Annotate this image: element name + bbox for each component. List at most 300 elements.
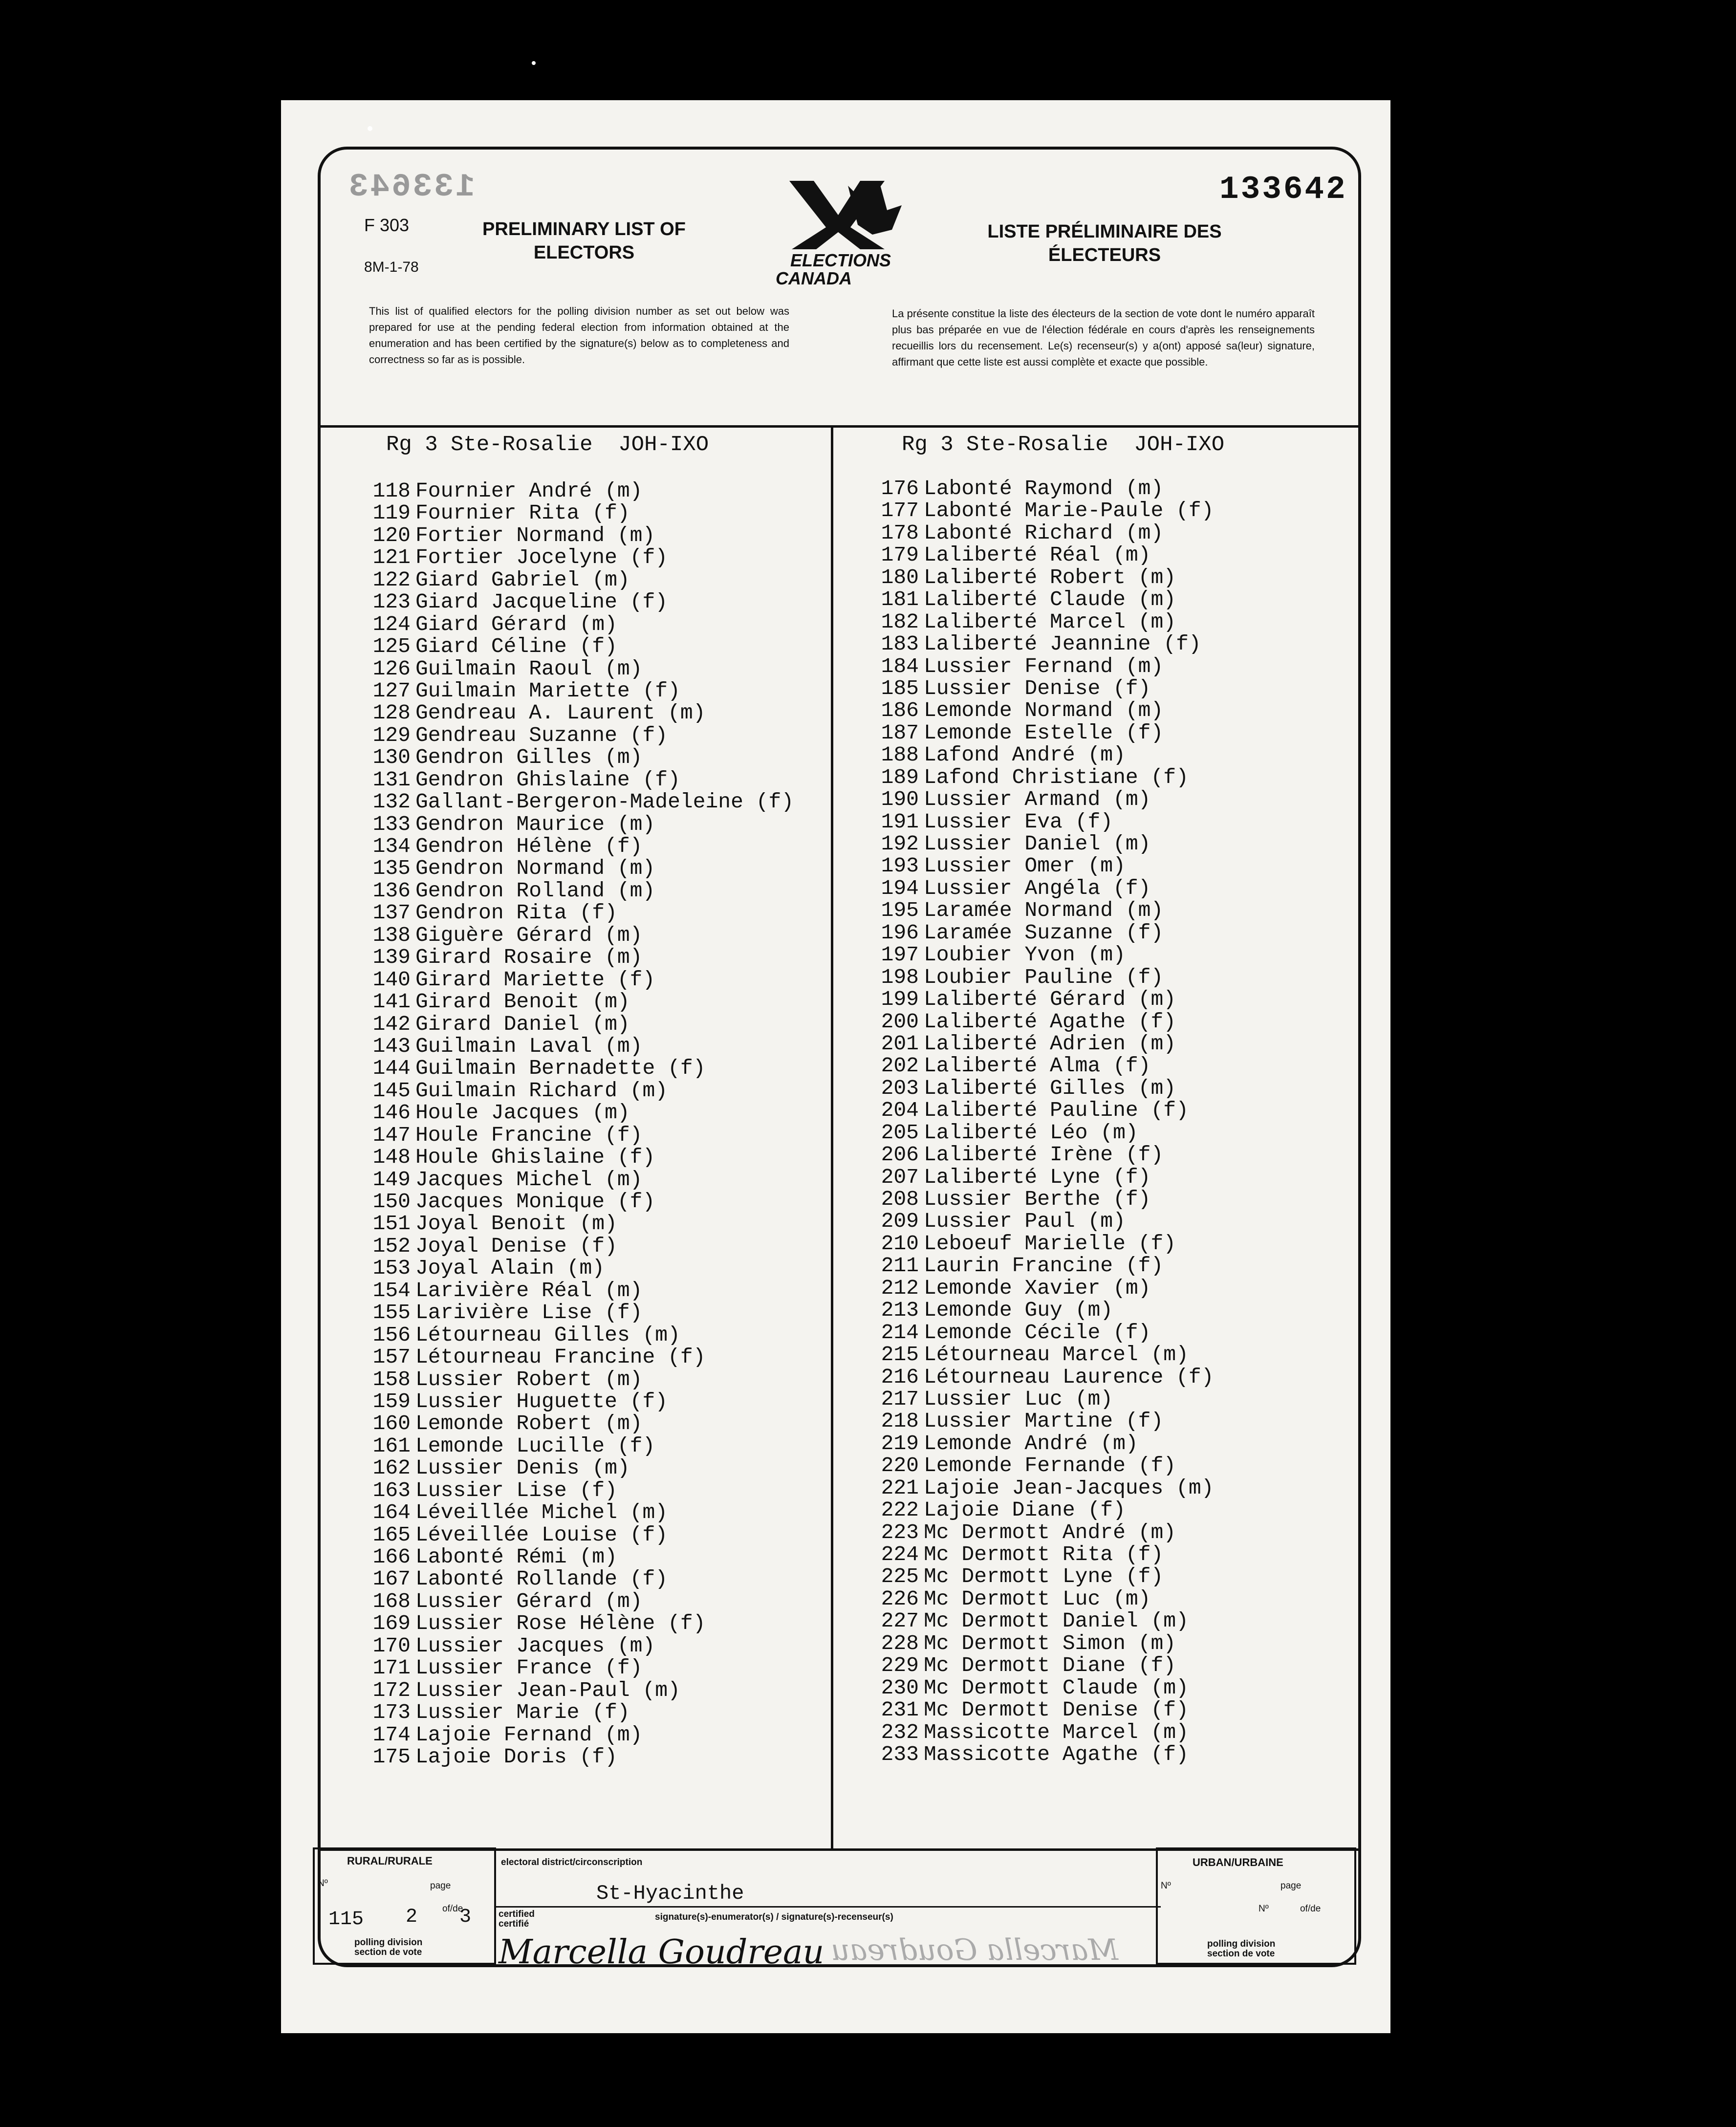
elector-number: 184 xyxy=(881,654,919,678)
elector-name: Laliberté Irène (f) xyxy=(924,1143,1164,1167)
elector-number: 231 xyxy=(881,1698,919,1722)
elector-number: 159 xyxy=(372,1389,411,1413)
elector-name: Lussier Rose Hélène (f) xyxy=(415,1611,706,1636)
elector-name: Lemonde Lucille (f) xyxy=(415,1433,655,1458)
elector-row xyxy=(872,1588,1356,1610)
elector-name: Lussier Daniel (m) xyxy=(924,832,1151,856)
elector-number: 126 xyxy=(372,656,411,681)
elector-number: 196 xyxy=(881,920,919,945)
elector-row xyxy=(364,613,848,635)
elector-number: 134 xyxy=(372,834,411,858)
elector-row xyxy=(364,1080,848,1102)
elector-name: Létourneau Laurence (f) xyxy=(924,1365,1214,1389)
serial-number: 133642 xyxy=(1219,171,1347,208)
elector-number: 141 xyxy=(372,990,411,1014)
urban-no-label: Nº xyxy=(1161,1881,1171,1891)
elector-number: 219 xyxy=(881,1431,919,1455)
elector-number: 142 xyxy=(372,1012,411,1036)
elector-number: 198 xyxy=(881,965,919,989)
elector-name: Lussier Omer (m) xyxy=(924,854,1126,878)
elector-name: Leboeuf Marielle (f) xyxy=(924,1231,1176,1256)
elector-row xyxy=(364,902,848,924)
elector-number: 173 xyxy=(372,1700,411,1725)
elector-number: 165 xyxy=(372,1522,411,1547)
elector-row xyxy=(364,1169,848,1191)
page-number: 2 xyxy=(406,1906,418,1928)
urban-polling-label: polling division section de vote xyxy=(1207,1939,1276,1959)
elector-row xyxy=(872,477,1356,499)
elector-row xyxy=(364,1590,848,1612)
elector-name: Labonté Marie-Paule (f) xyxy=(924,499,1214,523)
rural-label: RURAL/RURALE xyxy=(347,1855,433,1867)
elector-number: 180 xyxy=(881,565,919,589)
elector-row xyxy=(872,1432,1356,1454)
urban-no-label-2: Nº xyxy=(1259,1904,1269,1914)
rural-page-label: page xyxy=(430,1881,451,1891)
elector-name: Lussier Gérard (m) xyxy=(415,1589,643,1613)
elector-name: Lussier Martine (f) xyxy=(924,1409,1164,1433)
elector-row xyxy=(872,1477,1356,1499)
elector-name: Gendron Gilles (m) xyxy=(415,745,643,770)
elector-name: Gendron Rita (f) xyxy=(415,901,617,925)
elector-row xyxy=(364,1302,848,1324)
elector-number: 158 xyxy=(372,1367,411,1391)
elector-name: Laliberté Léo (m) xyxy=(924,1120,1138,1145)
elector-row xyxy=(872,677,1356,699)
elector-name: Mc Dermott Simon (m) xyxy=(924,1631,1176,1655)
elector-number: 130 xyxy=(372,745,411,770)
elector-list-left xyxy=(364,480,848,1768)
elector-number: 176 xyxy=(881,477,919,500)
elector-row xyxy=(364,724,848,746)
elector-row xyxy=(364,1546,848,1568)
elector-row xyxy=(364,1568,848,1590)
elector-name: Guilmain Bernadette (f) xyxy=(415,1056,706,1081)
signature-bleed-through: Marcella Goudreau xyxy=(831,1933,1118,1967)
elector-name: Laliberté Adrien (m) xyxy=(924,1031,1176,1056)
elector-number: 122 xyxy=(372,567,411,592)
elector-number: 155 xyxy=(372,1301,411,1325)
elector-row xyxy=(364,702,848,724)
elector-name: Labonté Rémi (m) xyxy=(415,1545,617,1569)
elector-name: Lussier Marie (f) xyxy=(415,1700,630,1725)
elector-number: 197 xyxy=(881,943,919,967)
elector-name: Laramée Normand (m) xyxy=(924,898,1164,923)
rural-box xyxy=(313,1847,496,1965)
elector-row xyxy=(364,769,848,791)
elector-number: 168 xyxy=(372,1589,411,1613)
urban-label: URBAN/URBAINE xyxy=(1193,1856,1283,1868)
svg-text:CANADA: CANADA xyxy=(776,268,852,288)
elector-name: Laliberté Lyne (f) xyxy=(924,1165,1151,1189)
title-english: PRELIMINARY LIST OF ELECTORS xyxy=(482,219,686,263)
elector-row xyxy=(364,1479,848,1501)
elector-number: 137 xyxy=(372,901,411,925)
elector-number: 179 xyxy=(881,543,919,567)
elector-row xyxy=(364,1368,848,1390)
elector-row xyxy=(364,658,848,680)
elector-row xyxy=(364,880,848,902)
elector-number: 214 xyxy=(881,1320,919,1345)
elector-name: Mc Dermott Denise (f) xyxy=(924,1698,1189,1722)
elector-number: 152 xyxy=(372,1234,411,1258)
elector-name: Giard Céline (f) xyxy=(415,634,617,659)
elector-row xyxy=(872,1188,1356,1210)
elector-number: 132 xyxy=(372,790,411,814)
elector-name: Mc Dermott Diane (f) xyxy=(924,1653,1176,1678)
elector-row xyxy=(872,1210,1356,1232)
elector-name: Gendreau A. Laurent (m) xyxy=(415,701,706,725)
electoral-district: St-Hyacinthe xyxy=(596,1882,744,1905)
elector-number: 186 xyxy=(881,698,919,723)
scan-speck xyxy=(368,126,372,131)
elector-number: 232 xyxy=(881,1720,919,1744)
elector-number: 144 xyxy=(372,1056,411,1081)
elector-row xyxy=(364,813,848,835)
elector-row xyxy=(364,1457,848,1479)
title-french: LISTE PRÉLIMINAIRE DES ÉLECTEURS xyxy=(987,221,1222,265)
elector-row xyxy=(872,1454,1356,1476)
elector-number: 200 xyxy=(881,1009,919,1034)
elector-name: Lussier Denise (f) xyxy=(924,676,1151,700)
elector-number: 210 xyxy=(881,1231,919,1256)
elector-number: 127 xyxy=(372,678,411,703)
elector-row xyxy=(364,591,848,613)
elector-name: Houle Ghislaine (f) xyxy=(415,1145,655,1170)
elector-number: 207 xyxy=(881,1165,919,1189)
elector-row xyxy=(364,1235,848,1257)
elector-name: Mc Dermott Rita (f) xyxy=(924,1542,1164,1566)
elector-number: 216 xyxy=(881,1365,919,1389)
elector-name: Lajoie Doris (f) xyxy=(415,1744,617,1769)
svg-text:ELECTIONS: ELECTIONS xyxy=(790,250,891,270)
rural-no-label: Nº xyxy=(318,1878,328,1888)
elector-row xyxy=(872,1011,1356,1033)
intro-english: This list of qualified electors for the polling division number as set out below was prepared for use at the pending federal election from information obtained at the enumeration and has been certified by the signature(s) below as to completeness and correctness so far as is possible. xyxy=(369,305,789,366)
elector-number: 211 xyxy=(881,1254,919,1278)
elector-row xyxy=(872,1233,1356,1255)
elector-name: Léveillée Michel (m) xyxy=(415,1500,668,1525)
elector-name: Gendreau Suzanne (f) xyxy=(415,723,668,747)
elector-number: 229 xyxy=(881,1653,919,1678)
elector-row xyxy=(364,746,848,768)
elector-name: Lafond André (m) xyxy=(924,743,1126,767)
elector-number: 161 xyxy=(372,1433,411,1458)
elector-row xyxy=(364,1524,848,1546)
elector-number: 146 xyxy=(372,1101,411,1125)
elector-name: Lussier Berthe (f) xyxy=(924,1187,1151,1211)
elector-number: 119 xyxy=(372,501,411,525)
elector-number: 187 xyxy=(881,720,919,745)
elector-number: 189 xyxy=(881,765,919,789)
elector-number: 215 xyxy=(881,1343,919,1367)
elector-row xyxy=(364,991,848,1013)
elector-row xyxy=(872,744,1356,766)
elector-name: Loubier Yvon (m) xyxy=(924,943,1126,967)
elector-row xyxy=(364,524,848,546)
elector-number: 193 xyxy=(881,854,919,878)
elector-number: 228 xyxy=(881,1631,919,1655)
elector-row xyxy=(364,857,848,879)
elector-name: Labonté Raymond (m) xyxy=(924,477,1164,500)
elector-name: Guilmain Mariette (f) xyxy=(415,678,680,703)
elector-row xyxy=(872,1077,1356,1099)
elector-number: 230 xyxy=(881,1675,919,1700)
elector-name: Létourneau Marcel (m) xyxy=(924,1343,1189,1367)
elector-number: 223 xyxy=(881,1520,919,1544)
elector-name: Létourneau Francine (f) xyxy=(415,1345,706,1369)
elector-row xyxy=(364,946,848,968)
bleed-through-serial: 133643 xyxy=(347,169,475,205)
elector-row xyxy=(872,633,1356,655)
elector-name: Laliberté Marcel (m) xyxy=(924,609,1176,634)
elector-number: 206 xyxy=(881,1143,919,1167)
elector-row xyxy=(872,655,1356,677)
elector-number: 209 xyxy=(881,1209,919,1234)
elector-number: 148 xyxy=(372,1145,411,1170)
elector-number: 194 xyxy=(881,876,919,900)
elector-number: 185 xyxy=(881,676,919,700)
elector-number: 178 xyxy=(881,521,919,545)
elector-number: 133 xyxy=(372,812,411,836)
form-date: 8M-1-78 xyxy=(364,259,419,275)
elector-name: Mc Dermott Claude (m) xyxy=(924,1675,1189,1700)
elector-row xyxy=(872,1721,1356,1743)
elector-name: Lajoie Fernand (m) xyxy=(415,1722,643,1747)
elector-name: Labonté Richard (m) xyxy=(924,521,1164,545)
elector-number: 203 xyxy=(881,1076,919,1100)
elector-row xyxy=(364,1746,848,1768)
elector-row xyxy=(364,569,848,591)
elector-name: Lemonde Xavier (m) xyxy=(924,1276,1151,1300)
intro-french: La présente constitue la liste des électeurs de la section de vote dont le numéro apparaît plus bas préparée en vue de l'élection fédérale en cours d'après les renseignements recueillis lors du recensement. Le(s) recenseur(s) y a(ont) apposé sa(leur) signature, affirmant que cette liste est aussi complète et exacte que possible. xyxy=(892,307,1315,368)
right-column-heading: Rg 3 Ste-Rosalie JOH-IXO xyxy=(902,433,1225,457)
elector-row xyxy=(872,1388,1356,1410)
elector-number: 177 xyxy=(881,499,919,523)
elector-row xyxy=(872,1055,1356,1077)
elector-number: 150 xyxy=(372,1190,411,1214)
elector-row xyxy=(364,546,848,568)
elector-row xyxy=(872,1144,1356,1166)
elector-number: 171 xyxy=(372,1656,411,1680)
polling-division-label: polling division section de vote xyxy=(354,1937,423,1957)
elector-number: 188 xyxy=(881,743,919,767)
elector-row xyxy=(872,1299,1356,1321)
elector-number: 147 xyxy=(372,1123,411,1147)
elector-name: Lemonde Guy (m) xyxy=(924,1298,1113,1323)
elector-number: 224 xyxy=(881,1542,919,1566)
elector-name: Lemonde Estelle (f) xyxy=(924,720,1164,745)
elector-row xyxy=(872,922,1356,944)
elector-name: Fortier Jocelyne (f) xyxy=(415,545,668,570)
elector-row xyxy=(364,1679,848,1701)
left-column-heading: Rg 3 Ste-Rosalie JOH-IXO xyxy=(386,433,709,457)
signature-label: signature(s)-enumerator(s) / signature(s)-recenseur(s) xyxy=(655,1912,893,1922)
elector-name: Giard Gérard (m) xyxy=(415,612,617,636)
elector-name: Girard Benoit (m) xyxy=(415,990,630,1014)
elector-number: 143 xyxy=(372,1034,411,1058)
elector-row xyxy=(364,835,848,857)
elector-name: Lajoie Jean-Jacques (m) xyxy=(924,1476,1214,1500)
elector-number: 175 xyxy=(372,1744,411,1769)
elector-number: 192 xyxy=(881,832,919,856)
elector-row xyxy=(872,1410,1356,1432)
elector-row xyxy=(364,1280,848,1302)
scan-speck xyxy=(532,61,536,65)
elector-name: Lussier Robert (m) xyxy=(415,1367,643,1391)
elector-name: Lussier Lise (f) xyxy=(415,1478,617,1502)
elector-name: Lussier Eva (f) xyxy=(924,809,1113,834)
elector-name: Lussier France (f) xyxy=(415,1656,643,1680)
elector-number: 190 xyxy=(881,787,919,812)
elector-number: 217 xyxy=(881,1387,919,1411)
elector-name: Lemonde Cécile (f) xyxy=(924,1320,1151,1345)
rural-of-label: of/de xyxy=(442,1904,463,1914)
elector-number: 227 xyxy=(881,1609,919,1633)
elector-name: Laliberté Claude (m) xyxy=(924,587,1176,612)
elector-row xyxy=(872,988,1356,1010)
elector-number: 154 xyxy=(372,1278,411,1302)
elector-number: 204 xyxy=(881,1098,919,1123)
elector-number: 125 xyxy=(372,634,411,659)
elector-row xyxy=(364,1057,848,1079)
elector-row xyxy=(872,566,1356,588)
elector-name: Guilmain Richard (m) xyxy=(415,1078,668,1103)
elector-number: 160 xyxy=(372,1411,411,1436)
elector-name: Laliberté Gilles (m) xyxy=(924,1076,1176,1100)
enumerator-signature: Marcella Goudreau xyxy=(499,1933,825,1972)
elector-name: Fournier Rita (f) xyxy=(415,501,630,525)
certified-label: certified certifié xyxy=(499,1909,535,1929)
elector-row xyxy=(364,1346,848,1368)
elector-number: 118 xyxy=(372,479,411,503)
elector-number: 145 xyxy=(372,1078,411,1103)
elector-row xyxy=(872,1033,1356,1055)
elector-row xyxy=(872,1654,1356,1676)
elector-number: 140 xyxy=(372,967,411,992)
district-label: electoral district/circonscription xyxy=(501,1857,643,1867)
elector-row xyxy=(872,1255,1356,1277)
elector-row xyxy=(872,766,1356,788)
elector-row xyxy=(872,544,1356,566)
elector-name: Houle Francine (f) xyxy=(415,1123,643,1147)
elector-name: Mc Dermott André (m) xyxy=(924,1520,1176,1544)
elector-number: 199 xyxy=(881,987,919,1012)
elector-number: 174 xyxy=(372,1722,411,1747)
elector-number: 181 xyxy=(881,587,919,612)
elector-row xyxy=(364,791,848,813)
elector-name: Joyal Denise (f) xyxy=(415,1234,617,1258)
elector-name: Laliberté Robert (m) xyxy=(924,565,1176,589)
elector-number: 213 xyxy=(881,1298,919,1323)
elector-number: 166 xyxy=(372,1545,411,1569)
elector-name: Massicotte Agathe (f) xyxy=(924,1742,1189,1766)
elector-name: Laliberté Gérard (m) xyxy=(924,987,1176,1012)
elector-row xyxy=(872,1521,1356,1543)
elector-name: Lussier Armand (m) xyxy=(924,787,1151,812)
elector-row xyxy=(872,722,1356,744)
elector-row xyxy=(364,1102,848,1124)
elector-row xyxy=(872,611,1356,633)
elector-name: Lussier Denis (m) xyxy=(415,1456,630,1480)
elector-name: Massicotte Marcel (m) xyxy=(924,1720,1189,1744)
elector-number: 124 xyxy=(372,612,411,636)
elector-row xyxy=(872,1344,1356,1366)
elector-row xyxy=(872,966,1356,988)
elector-number: 153 xyxy=(372,1256,411,1281)
elector-name: Lussier Jacques (m) xyxy=(415,1633,655,1658)
elector-name: Fournier André (m) xyxy=(415,479,643,503)
elector-row xyxy=(364,1146,848,1168)
elector-name: Laramée Suzanne (f) xyxy=(924,920,1164,945)
elector-row xyxy=(872,877,1356,899)
elector-row xyxy=(872,944,1356,966)
elector-row xyxy=(364,1724,848,1746)
elector-row xyxy=(872,1122,1356,1144)
elector-row xyxy=(364,1213,848,1235)
elector-row xyxy=(872,1699,1356,1721)
elector-row xyxy=(872,1543,1356,1565)
elector-row xyxy=(872,1632,1356,1654)
elector-number: 156 xyxy=(372,1323,411,1347)
elector-number: 121 xyxy=(372,545,411,570)
elector-number: 164 xyxy=(372,1500,411,1525)
elector-number: 195 xyxy=(881,898,919,923)
elector-name: Mc Dermott Luc (m) xyxy=(924,1586,1151,1611)
elector-name: Laliberté Alma (f) xyxy=(924,1054,1151,1078)
elector-name: Gendron Ghislaine (f) xyxy=(415,767,680,792)
elector-name: Lafond Christiane (f) xyxy=(924,765,1189,789)
elector-row xyxy=(364,969,848,991)
page-total: 3 xyxy=(459,1906,472,1928)
elector-row xyxy=(364,1612,848,1634)
elector-number: 170 xyxy=(372,1633,411,1658)
elector-number: 220 xyxy=(881,1454,919,1478)
elector-number: 167 xyxy=(372,1567,411,1591)
urban-page-label: page xyxy=(1280,1881,1302,1891)
elector-row xyxy=(872,522,1356,544)
elector-row xyxy=(872,855,1356,877)
elector-name: Laliberté Agathe (f) xyxy=(924,1009,1176,1034)
elector-row xyxy=(364,502,848,524)
elector-number: 191 xyxy=(881,809,919,834)
elector-name: Laliberté Pauline (f) xyxy=(924,1098,1189,1123)
elector-number: 120 xyxy=(372,523,411,547)
elector-number: 139 xyxy=(372,945,411,970)
elector-row xyxy=(364,1435,848,1457)
elector-number: 162 xyxy=(372,1456,411,1480)
elector-name: Houle Jacques (m) xyxy=(415,1101,630,1125)
elector-number: 138 xyxy=(372,923,411,947)
elector-name: Fortier Normand (m) xyxy=(415,523,655,547)
elector-name: Joyal Alain (m) xyxy=(415,1256,605,1281)
elector-row xyxy=(364,1035,848,1057)
elector-row xyxy=(364,1635,848,1657)
elector-name: Loubier Pauline (f) xyxy=(924,965,1164,989)
elector-name: Lemonde Fernande (f) xyxy=(924,1454,1176,1478)
elector-row xyxy=(364,1191,848,1213)
elector-number: 218 xyxy=(881,1409,919,1433)
elector-row xyxy=(872,1499,1356,1521)
header-divider xyxy=(318,425,1359,428)
elector-row xyxy=(872,1277,1356,1299)
urban-of-label: of/de xyxy=(1300,1904,1321,1914)
elector-row xyxy=(364,1412,848,1434)
elector-row xyxy=(872,1565,1356,1587)
elector-name: Mc Dermott Daniel (m) xyxy=(924,1609,1189,1633)
elector-name: Jacques Michel (m) xyxy=(415,1167,643,1192)
elector-row xyxy=(364,1324,848,1346)
